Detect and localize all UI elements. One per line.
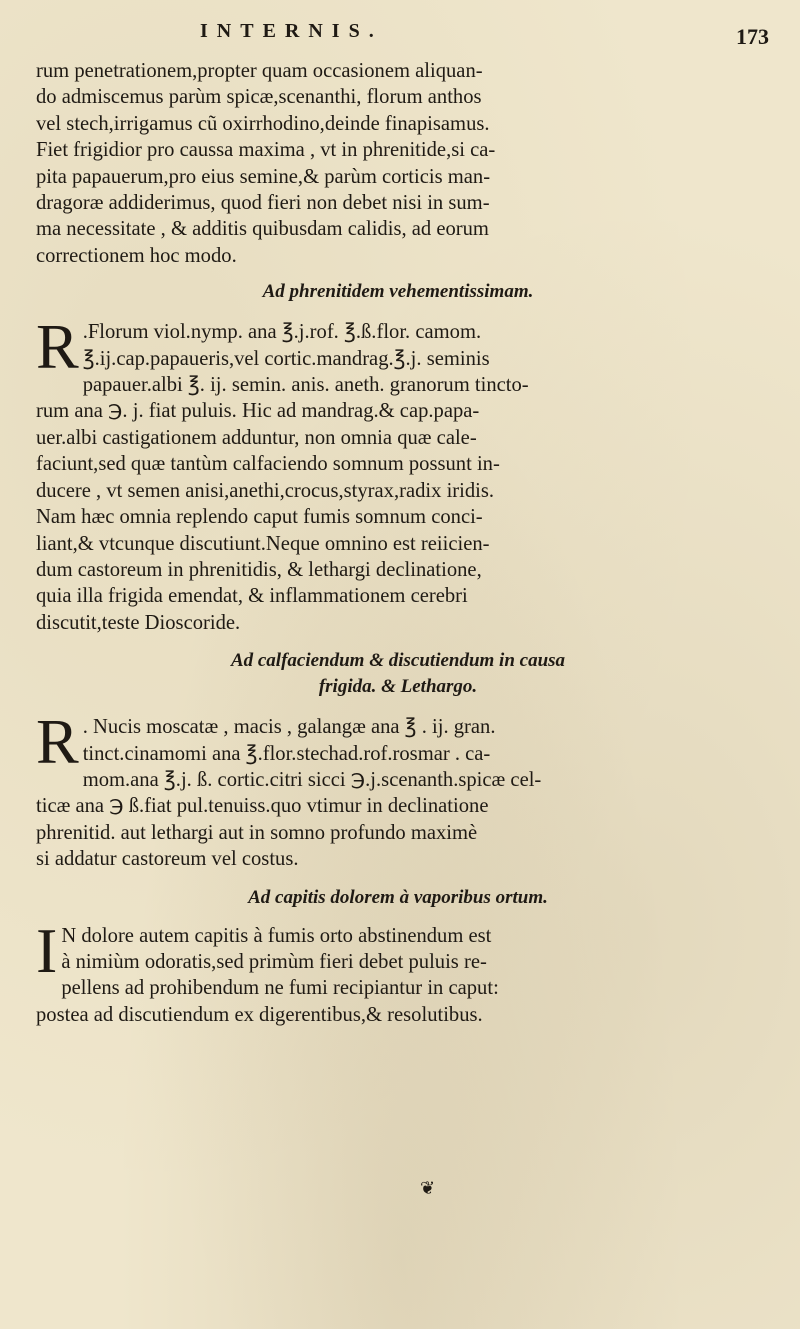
recipe-phrenitis (36, 311, 760, 636)
recipe-lethargy (36, 706, 760, 872)
section-heading-lethargy: Ad calfaciendum & discutiendum in causa frigida. & Lethargo. (230, 650, 566, 698)
body-text (36, 58, 760, 1028)
recipe-initial: R (36, 706, 79, 778)
paragraph-headache (36, 914, 760, 1029)
running-head (0, 18, 800, 58)
paragraph-text: N dolore autem capitis à fumis orto abstinendum est à nimiùm odoratis,sed primùm fieri debet puluis re- pellens ad prohibendum ne fumi recipiantur in caput: postea ad discutiendum ex digerentibus,& resolutibus. (36, 924, 499, 1026)
recipe-text: . Nucis moscatæ , macis , galangæ ana ℥ . ij. gran. tinct.cinamomi ana ℥.flor.stechad.rof.rosmar . ca- mom.ana ℥.j. ß. cortic.citri sicci ℈.j.scenanth.spicæ cel- ticæ ana ℈ ß.fiat pul.tenuiss.quo vtimur in declinatione phrenitid. aut lethargi aut in somno profundo maximè si addatur castoreum vel costus. (36, 716, 542, 871)
running-title: INTERNIS. (200, 20, 383, 42)
section-heading-phrenitis: Ad phrenitidem vehementissimam. (262, 281, 534, 303)
ornament-icon: ❦ (420, 1178, 436, 1199)
section-heading-headache: Ad capitis dolorem à vaporibus ortum. (248, 886, 548, 908)
paragraph-initial: I (36, 914, 58, 986)
recipe-initial: R (36, 311, 79, 383)
page-number: 173 (736, 24, 769, 49)
recipe-text: .Florum viol.nymp. ana ℥.j.rof. ℥.ß.flor. camom. ℥.ij.cap.papaueris,vel cortic.mandrag.℥.j. seminis papauer.albi ℥. ij. semin. anis. aneth. granorum tincto- rum ana ℈. j. fiat puluis. Hic ad mandrag.& cap.papa- uer.albi castigationem adduntur, non omnia quæ cale- faciunt,sed quæ tantùm calfaciendo somnum possunt in- ducere , vt semen anisi,anethi,crocus,styrax,radix iridis. Nam hæc omnia replendo caput fumis somnum conci- liant,& vtcunque discutiunt.Neque omnino est reiicien- dum castoreum in phrenitidis, & lethargi declinatione, quia illa frigida emendat, & inflammationem cerebri discutit,teste Dioscoride. (36, 321, 529, 634)
paragraph-opening: rum penetrationem,propter quam occasionem aliquan- do admiscemus parùm spicæ,scenanthi, florum anthos vel stech,irrigamus cũ oxirrhodino,deinde finapisamus. Fiet frigidior pro caussa maxima , vt in phrenitide,si ca- pita papauerum,pro eius semine,& parùm corticis man- dragoræ addiderimus, quod fieri non debet nisi in sum- ma necessitate , & additis quibusdam calidis, ad eorum correctionem hoc modo. (36, 60, 496, 267)
